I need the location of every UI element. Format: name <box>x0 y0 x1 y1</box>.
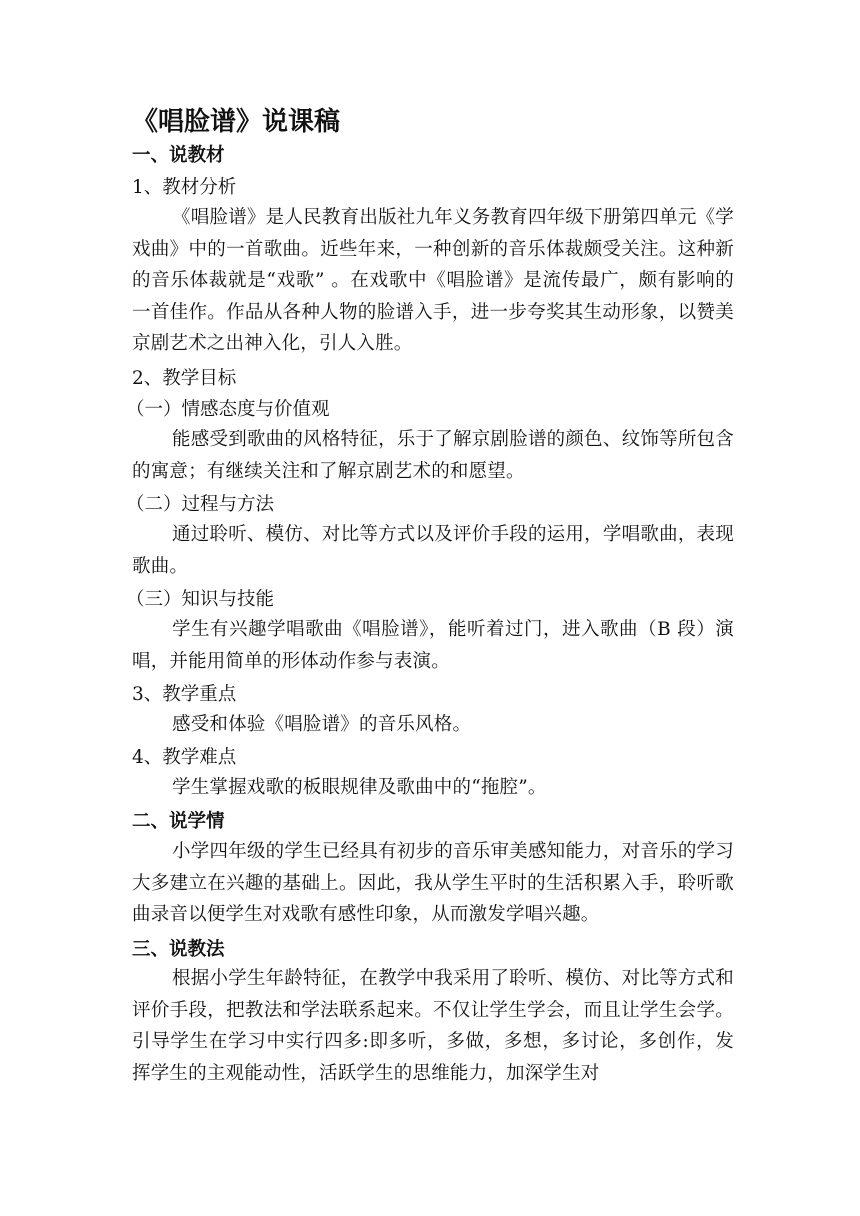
subheading-key-points: 3、教学重点 <box>132 684 237 705</box>
subheading-teaching-goals: 2、教学目标 <box>132 368 237 389</box>
paragraph-students: 小学四年级的学生已经具有初步的音乐审美感知能力，对音乐的学习大多建立在兴趣的基础上。因此，我从学生平时的生活积累入手，聆听歌曲录音以便学生对戏歌有感性印象，从而激发学唱兴趣。 <box>132 841 734 925</box>
paragraph-textbook-analysis: 《唱脸谱》是人民教育出版社九年义务教育四年级下册第四单元《学戏曲》中的一首歌曲。近些年来，一种创新的音乐体裁颇受关注。这种新的音乐体裁就是“戏歌” 。在戏歌中《唱脸谱》是流传最广，颇有影响的一首佳作。作品从各种人物的脸谱入手，进一步夸奖其生动形象，以赞美京剧艺术之出神入化，引人入胜。 <box>132 207 734 354</box>
paragraph-goal-emotion: 能感受到歌曲的风格特征，乐于了解京剧脸谱的颜色、纹饰等所包含的寓意；有继续关注和了解京剧艺术的和愿望。 <box>132 429 734 482</box>
document-title: 《唱脸谱》说课稿 <box>132 107 341 137</box>
section-heading-textbook: 一、说教材 <box>132 145 225 166</box>
paragraph-goal-knowledge: 学生有兴趣学唱歌曲《唱脸谱》，能听着过门，进入歌曲（B 段）演唱，并能用简单的形体动作参与表演。 <box>132 619 734 672</box>
subheading-goal-process: （二）过程与方法 <box>126 494 275 515</box>
paragraph-key-points: 感受和体验《唱脸谱》的音乐风格。 <box>172 714 472 735</box>
subheading-difficulties: 4、教学难点 <box>132 747 237 768</box>
subheading-textbook-analysis: 1、教材分析 <box>132 177 237 198</box>
section-heading-methods: 三、说教法 <box>132 939 225 960</box>
paragraph-methods: 根据小学生年龄特征，在教学中我采用了聆听、模仿、对比等方式和评价手段，把教法和学法联系起来。不仅让学生学会，而且让学生会学。引导学生在学习中实行四多:即多听，多做，多想，多讨论，多创作，发挥学生的主观能动性，活跃学生的思维能力，加深学生对 <box>132 968 734 1084</box>
section-heading-students: 二、说学情 <box>132 811 225 832</box>
paragraph-difficulties: 学生掌握戏歌的板眼规律及歌曲中的“拖腔”。 <box>172 777 547 798</box>
subheading-goal-knowledge: （三）知识与技能 <box>126 589 275 610</box>
paragraph-goal-process: 通过聆听、模仿、对比等方式以及评价手段的运用，学唱歌曲，表现歌曲。 <box>132 524 734 577</box>
subheading-goal-emotion: （一）情感态度与价值观 <box>126 399 330 420</box>
